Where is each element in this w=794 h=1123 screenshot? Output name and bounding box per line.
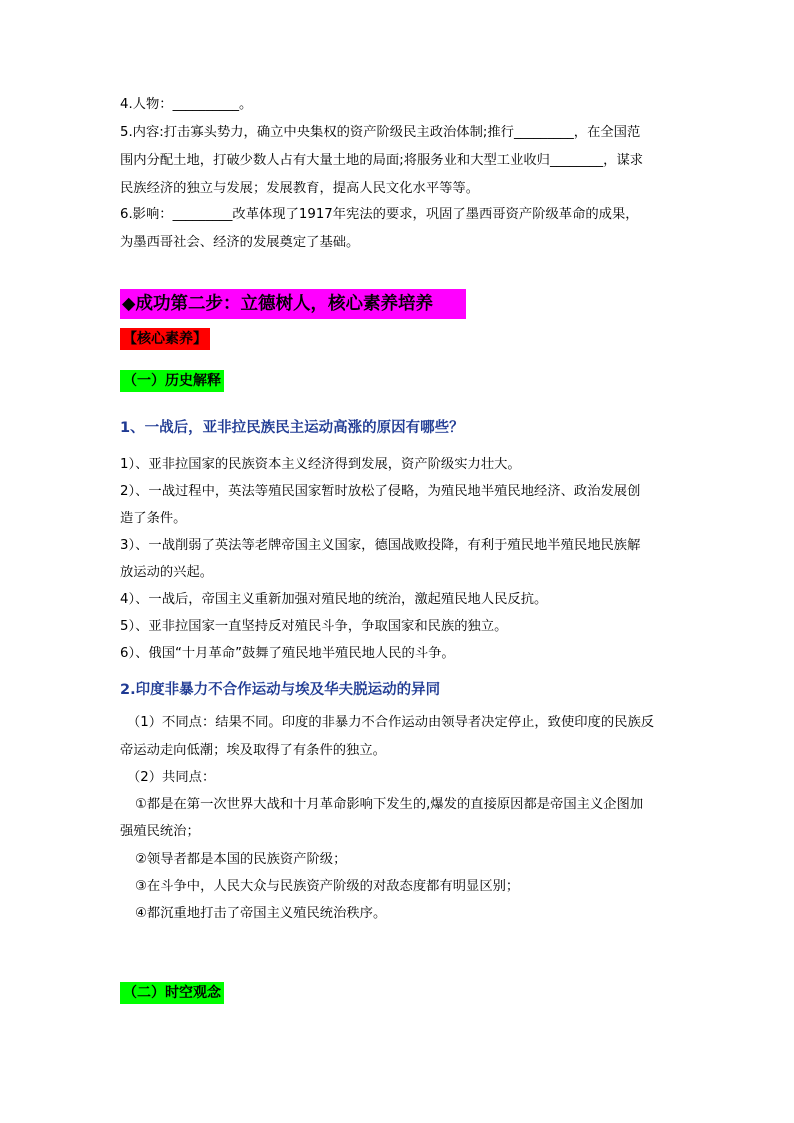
intro-line-5c: 民族经济的独立与发展；发展教育，提高人民文化水平等等。	[120, 181, 480, 196]
q1-answer-2a: 2）、一战过程中，英法等殖民国家暂时放松了侵略，为殖民地半殖民地经济、政治发展创	[120, 484, 641, 499]
intro-line-4: 4.人物：__________。	[120, 97, 253, 112]
core-literacy-tag: 【核心素养】	[120, 328, 210, 350]
intro-line-6a: 6.影响：_________改革体现了1917年宪法的要求，巩固了墨西哥资产阶级革命的成果，	[120, 207, 639, 222]
q1-answer-1: 1）、亚非拉国家的民族资本主义经济得到发展，资产阶级实力壮大。	[120, 457, 521, 472]
q2-similarity-2: ②领导者都是本国的民族资产阶级；	[135, 852, 347, 867]
q2-similarity-label: （2）共同点：	[127, 770, 216, 785]
q2-difference-b: 帝运动走向低潮；埃及取得了有条件的独立。	[120, 743, 386, 758]
q1-answer-3a: 3）、一战削弱了英法等老牌帝国主义国家，德国战败投降，有利于殖民地半殖民地民族解	[120, 538, 641, 553]
q2-difference-a: （1）不同点：结果不同。印度的非暴力不合作运动由领导者决定停止，致使印度的民族反	[127, 715, 655, 730]
q2-similarity-1b: 强殖民统治；	[120, 824, 200, 839]
q1-answer-6: 6）、俄国“十月革命”鼓舞了殖民地半殖民地人民的斗争。	[120, 646, 455, 661]
subsection-historical-interpretation: （一）历史解释	[120, 370, 224, 392]
question-1-title: 1、一战后，亚非拉民族民主运动高涨的原因有哪些？	[120, 420, 464, 436]
q1-answer-3b: 放运动的兴起。	[120, 565, 214, 580]
q1-answer-5: 5）、亚非拉国家一直坚持反对殖民斗争，争取国家和民族的独立。	[120, 619, 508, 634]
intro-line-6b: 为墨西哥社会、经济的发展奠定了基础。	[120, 235, 360, 250]
q2-similarity-1a: ①都是在第一次世界大战和十月革命影响下发生的,爆发的直接原因都是帝国主义企图加	[135, 797, 644, 812]
q1-answer-2b: 造了条件。	[120, 511, 187, 526]
intro-line-5a: 5.内容:打击寡头势力，确立中央集权的资产阶级民主政治体制;推行_________，在全国范	[120, 125, 641, 140]
subsection-spatiotemporal-concept: （二）时空观念	[120, 982, 224, 1004]
q2-similarity-3: ③在斗争中，人民大众与民族资产阶级的对敌态度都有明显区别；	[135, 879, 520, 894]
question-2-title: 2.印度非暴力不合作运动与埃及华夫脱运动的异同	[120, 682, 441, 698]
intro-line-5b: 围内分配土地，打破少数人占有大量土地的局面;将服务业和大型工业收归________，谋求	[120, 153, 644, 168]
section-heading: ◆成功第二步：立德树人，核心素养培养	[120, 289, 466, 319]
q2-similarity-4: ④都沉重地打击了帝国主义殖民统治秩序。	[135, 906, 387, 921]
q1-answer-4: 4）、一战后，帝国主义重新加强对殖民地的统治，激起殖民地人民反抗。	[120, 592, 548, 607]
